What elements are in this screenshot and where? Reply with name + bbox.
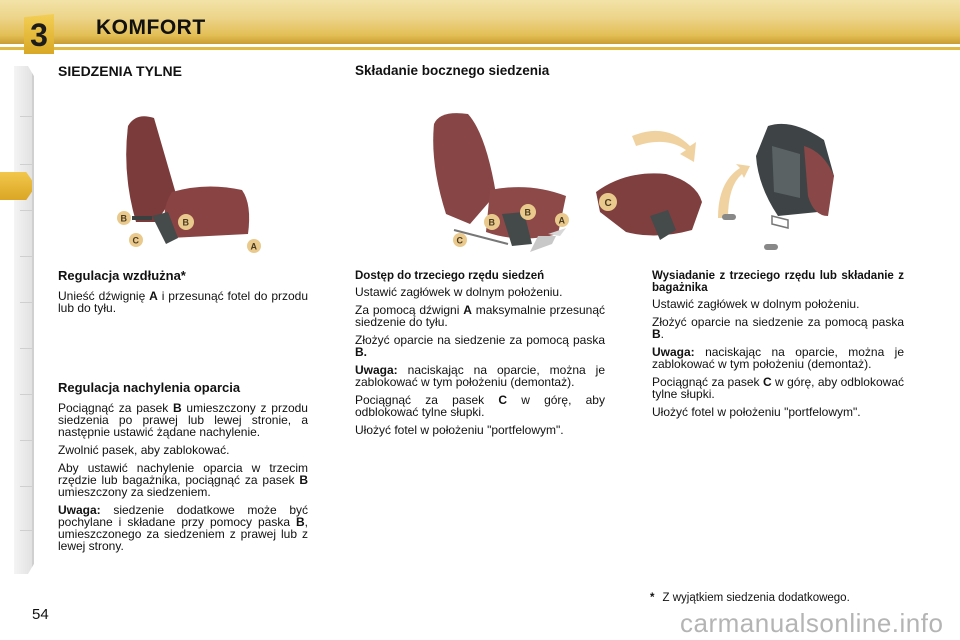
paragraph: Zwolnić pasek, aby zablokować. [58,443,230,457]
right-column [652,270,904,424]
svg-text:B: B [488,217,495,228]
svg-text:C: C [604,198,612,209]
tab-divider [20,394,34,395]
paragraph: Pociągnąć za pasek B umieszczony z przodu siedzenia po prawej lub lewej stronie, a następnie ustawić żądane nachylenie. [58,401,308,439]
svg-text:C: C [456,235,463,246]
middle-column [355,270,605,442]
paragraph: Pociągnąć za pasek C w górę, aby odblokować tylne słupki. [355,393,605,419]
svg-text:B: B [182,217,189,228]
svg-text:A: A [558,215,565,226]
footnote-marker: * [650,592,655,604]
tab-divider [20,164,34,165]
seat-portfolio-position-illustration [748,116,840,240]
left-column [58,270,308,320]
mount-clip-icon [722,214,736,220]
svg-text:C: C [132,235,139,246]
tab-divider [20,256,34,257]
tab-divider [20,210,34,211]
svg-text:A: A [250,241,257,252]
mount-clip-icon [764,244,778,250]
paragraph: Unieść dźwignię A i przesunąć fotel do przodu lub do tyłu. [58,289,309,315]
tab-strip-background [14,66,34,574]
tab-divider [20,302,34,303]
block-title-recline: Regulacja nachylenia oparcia [58,380,241,395]
tab-divider [20,530,34,531]
note-paragraph: Uwaga: naciskając na oparcie, można je zablokować w tym położeniu (demontaż). [652,345,904,371]
paragraph: Ustawić zagłówek w dolnym położeniu. [652,297,860,311]
paragraph: Złożyć oparcie na siedzenie za pomocą paska B. [355,333,605,359]
paragraph: Ułożyć fotel w położeniu "portfelowym". [355,423,564,437]
tab-divider [20,486,34,487]
note-paragraph: Uwaga: naciskając na oparcie, można je zablokować w tym położeniu (demontaż). [355,363,605,389]
paragraph: Ustawić zagłówek w dolnym położeniu. [355,285,563,299]
section-title-rear-seats: SIEDZENIA TYLNE [58,63,182,79]
paragraph: Złożyć oparcie na siedzenie za pomocą paska B. [652,315,904,341]
block-title-third-row-access: Dostęp do trzeciego rzędu siedzeń [355,270,545,282]
chapter-title: KOMFORT [96,16,206,39]
chapter-number: 3 [30,17,48,53]
footnote-text: Z wyjątkiem siedzenia dodatkowego. [662,592,850,604]
block-title-longitudinal: Regulacja wzdłużna* [58,268,186,283]
tab-divider [20,348,34,349]
note-paragraph: Uwaga: siedzenie dodatkowe może być pochylane i składane przy pomocy paska B, umieszczonego za siedzeniem z prawej lub z lewej strony. [58,503,308,553]
seat-side-view-illustration [106,104,276,256]
watermark: carmanualsonline.info [680,608,944,638]
tab-divider [20,440,34,441]
paragraph: Ułożyć fotel w położeniu "portfelowym". [652,405,861,419]
active-chapter-tab[interactable] [0,172,32,200]
tab-divider [20,116,34,117]
left-column-recline [58,382,308,558]
seat-perspective-illustration [420,104,590,254]
paragraph: Aby ustawić nachylenie oparcia w trzecim rzędzie lub bagażnika, pociągnąć za pasek B umieszczony za siedzeniem. [58,461,308,499]
footnote [650,592,850,604]
paragraph: Za pomocą dźwigni A maksymalnie przesunąć siedzenie do tyłu. [355,303,605,329]
block-title-exit-third-row: Wysiadanie z trzeciego rzędu lub składanie z bagażnika [652,270,904,294]
page-number: 54 [32,606,49,623]
paragraph: Pociągnąć za pasek C w górę, aby odblokować tylne słupki. [652,375,904,401]
svg-text:B: B [524,207,531,218]
header-divider [0,44,960,46]
seat-folded-rotation-illustration [586,112,716,252]
section-title-side-seat-folding: Składanie bocznego siedzenia [355,63,550,78]
header-gold-line [0,47,960,50]
svg-text:B: B [120,213,127,224]
